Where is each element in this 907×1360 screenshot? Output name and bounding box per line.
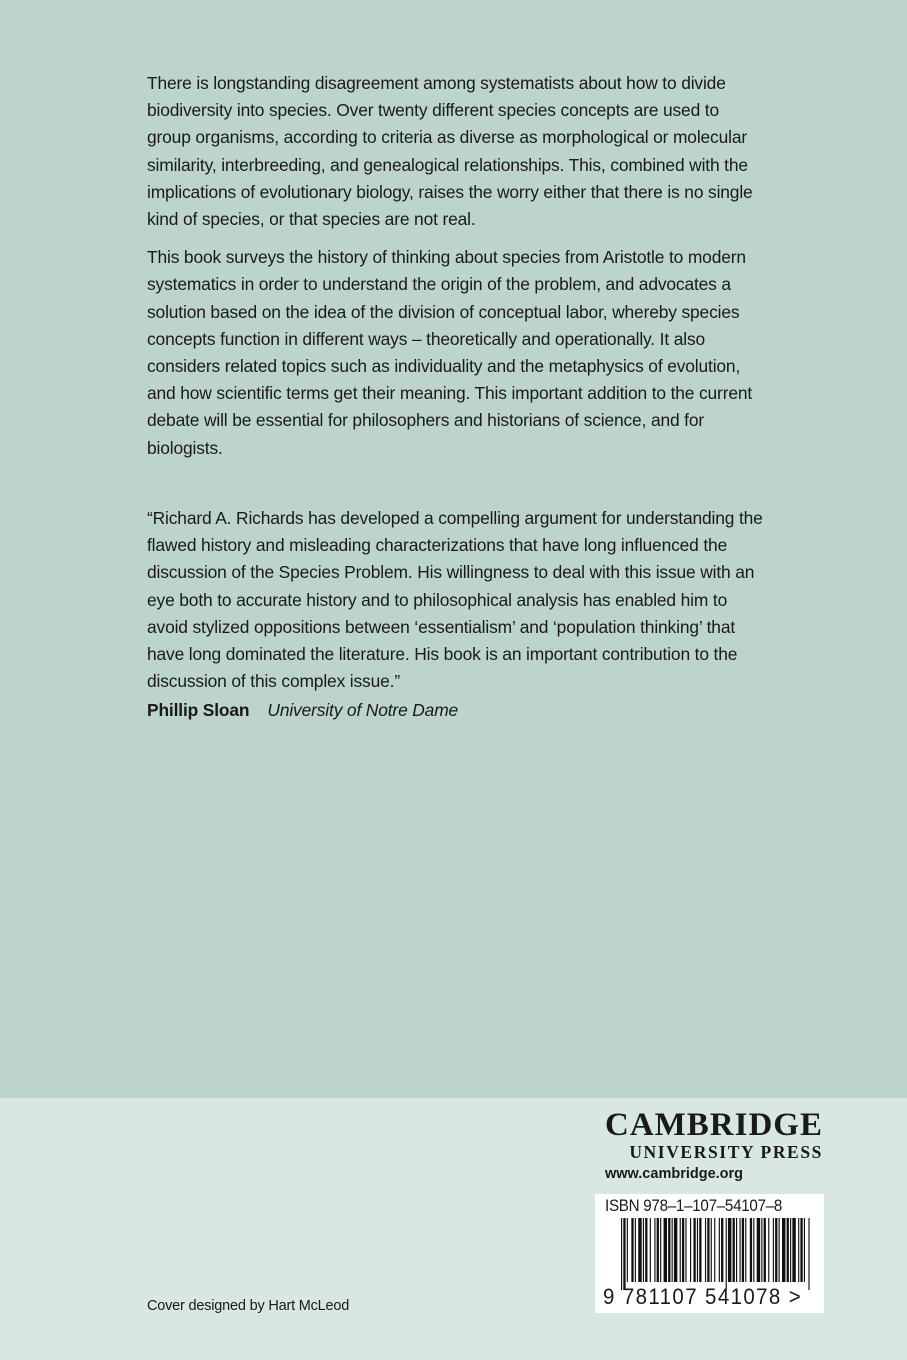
barcode-bar (733, 1218, 735, 1282)
barcode-bar (707, 1218, 709, 1282)
barcode-bar (623, 1218, 625, 1290)
barcode-bar (664, 1218, 667, 1282)
barcode-bar (761, 1218, 762, 1282)
barcode-bar (635, 1218, 636, 1282)
barcode-bar (768, 1218, 769, 1282)
barcode-bar (719, 1218, 720, 1282)
endorsement-attribution (147, 697, 767, 724)
isbn-label: ISBN 978–1–107–54107–8 (605, 1197, 783, 1215)
barcode-bar (690, 1218, 691, 1282)
barcode-bar (787, 1218, 789, 1282)
barcode-bar (790, 1218, 791, 1282)
barcode-bar (750, 1218, 752, 1282)
publisher-logo (605, 1108, 823, 1186)
barcode-bar (705, 1218, 706, 1282)
barcode-bar (804, 1218, 805, 1282)
barcode-bar (728, 1218, 731, 1282)
barcode-bar (682, 1218, 684, 1282)
endorser-institution: University of Notre Dame (267, 700, 459, 721)
publisher-name: CAMBRIDGE (604, 1107, 823, 1143)
endorser-name: Phillip Sloan (147, 700, 250, 721)
isbn-barcode (595, 1194, 824, 1313)
barcode-bar (685, 1218, 686, 1282)
barcode-bar (782, 1218, 785, 1282)
barcode-bar (697, 1218, 698, 1282)
barcode-bar (808, 1218, 809, 1290)
book-description (147, 70, 767, 462)
barcode-bar (621, 1218, 622, 1290)
barcode-bar (792, 1218, 795, 1282)
barcode-bar (764, 1218, 766, 1282)
endorsement (147, 505, 767, 725)
publisher-subname: UNIVERSITY PRESS (629, 1142, 823, 1162)
publisher-url: www.cambridge.org (604, 1166, 744, 1182)
barcode-bar (680, 1218, 681, 1282)
barcode-bar (739, 1218, 740, 1282)
barcode-bar (699, 1218, 701, 1282)
barcode-bar (657, 1218, 659, 1282)
barcode-bar (638, 1218, 641, 1282)
description-paragraph-1: There is longstanding disagreement among systematists about how to divide biodiversity into species. Over twenty different species concepts are used to group organisms, according to criteria as diverse as morphological or molecular similarity, interbreeding, and genealogical relationships. This, combined with the implications of evolutionary biology, raises the worry either that there is no single kind of species, or that species are not real. (147, 73, 753, 230)
barcode-bar (674, 1218, 677, 1282)
barcode-bar (643, 1218, 644, 1282)
barcode-bar (668, 1218, 670, 1282)
description-paragraph-2: This book surveys the history of thinking about species from Aristotle to modern systematics in order to understand the origin of the problem, and advocates a solution based on the idea of the division of conceptual labor, whereby species concepts function in different ways – theoretically and operationally. It also considers related topics such as individuality and the metaphysics of evolution, and how scientific terms get their meaning. This important addition to the current debate will be essential for philosophers and historians of science, and for biologists. (147, 247, 753, 458)
barcode-bar (654, 1218, 655, 1282)
barcode-bar (736, 1218, 737, 1282)
barcode-bar (800, 1218, 802, 1282)
barcode-bar (711, 1218, 712, 1282)
barcode-bar (798, 1218, 799, 1282)
barcode-bar (775, 1218, 777, 1282)
barcode-bar (672, 1218, 673, 1282)
barcode-bar (721, 1218, 723, 1282)
barcode-bar (726, 1218, 727, 1290)
barcode-bar (745, 1218, 746, 1282)
barcode-bar (627, 1218, 628, 1282)
barcode-bar (753, 1218, 754, 1282)
barcode-bar (757, 1218, 760, 1282)
barcode-bar (693, 1218, 695, 1282)
cover-credit: Cover designed by Hart McLeod (147, 1298, 350, 1314)
barcode-bar (742, 1218, 744, 1282)
barcode-bar (779, 1218, 780, 1282)
barcode-bar (660, 1218, 661, 1282)
barcode-bar (650, 1218, 651, 1282)
barcode-digits: 9 781107 541078 > (603, 1284, 803, 1309)
barcode-bar (714, 1218, 715, 1282)
endorsement-quote: “Richard A. Richards has developed a compelling argument for understanding the flawed history and misleading characterizations that have long influenced the discussion of the Species Problem. His willingness to deal with this issue with an eye both to accurate history and to philosophical analysis has enabled him to avoid stylized oppositions between ‘essentialism’ and ‘population thinking’ that have long dominated the literature. His book is an important contribution to the discussion of this complex issue.” (147, 508, 763, 692)
barcode-bar (645, 1218, 647, 1282)
barcode-bar (773, 1218, 774, 1282)
barcode-bar (631, 1218, 633, 1282)
